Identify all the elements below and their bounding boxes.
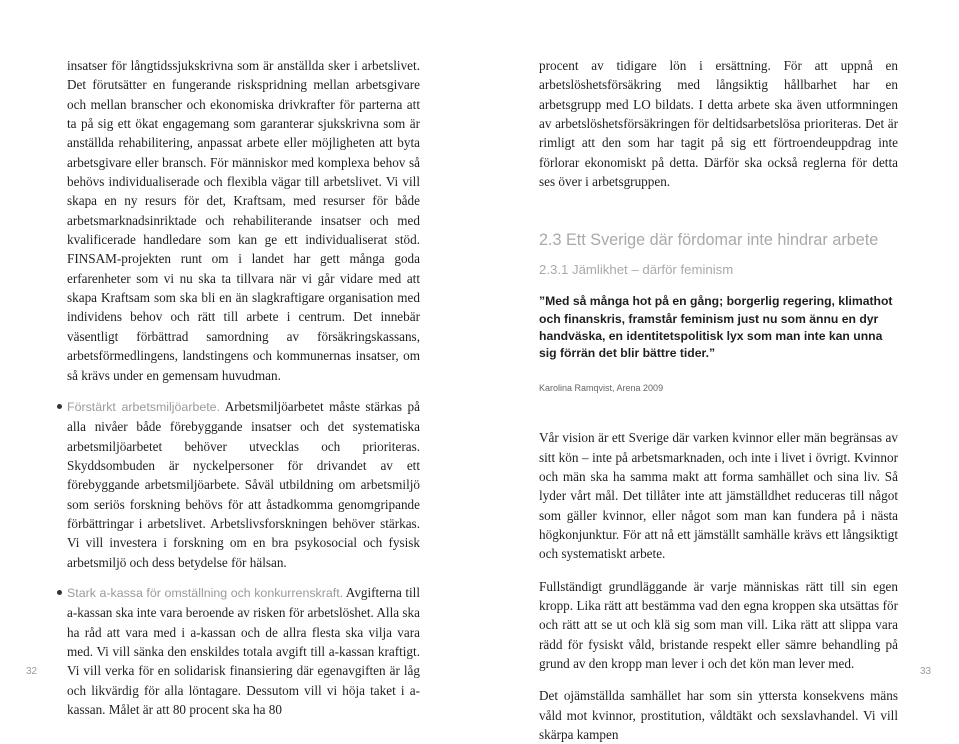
page-number-right: 33 xyxy=(920,666,932,677)
section-heading: 2.3 Ett Sverige där fördomar inte hindrar arbete xyxy=(539,231,879,250)
bullet-item-work-environment xyxy=(67,397,420,572)
right-paragraph-2: Vår vision är ett Sverige där varken kvinnor eller män begränsas av sitt kön – inte på arbetsmarknaden, och inte i livet i övrigt. Kvinnor och män ska ha samma makt att forma samhället och sina liv. Så lyder vårt mål. Det tillåter inte att jämställdhet reduceras till något som gäller kvinnor, eller något som man kan fundera på i nästa högkonjunktur. För att nå ett jämställt samhälle krävs ett långsiktigt och systematiskt arbete. xyxy=(539,430,898,562)
right-paragraph-4: Det ojämställda samhället har som sin yttersta konsekvens mäns våld mot kvinnor, prostitution, våldtäkt och sexslavhandel. Vi vill skärpa kampen xyxy=(539,688,898,743)
bullet-icon xyxy=(57,590,62,595)
right-paragraph-1: procent av tidigare lön i ersättning. För att uppnå en arbetslöshetsförsäkring med långsiktig hållbarhet har en arbetsgrupp med LO bildats. I detta arbete ska även utformningen av arbetslöshetsförsäkringen för deltidsarbetslösa prioriteras. Det är rimligt att den som har tagit på sig ett förtroendeuppdrag inte förlorar ekonomiskt på detta. Därför ska också reglerna för detta ses över i arbetsgruppen. xyxy=(539,58,898,190)
bullet-icon xyxy=(57,404,62,409)
bullet-text: Arbetsmiljöarbetet måste stärkas på alla nivåer både förebyggande insatser och det systematiska arbetsmiljöarbetet behöver utvecklas och prioriteras. Skyddsombuden är nyckelpersoner för drivandet av ett förebyggande arbetsmiljöarbete. Såväl utbildning om arbetsmiljö som seriös forskning behövs för att åstadkomma genomgripande förbättringar i arbetslivet. Arbetslivsforskningen behöver stärkas. Vi vill investera i forskning om en bra psykosocial och fysisk arbetsmiljö och dess betydelse för hälsan. xyxy=(67,398,420,570)
left-paragraph-1: insatser för långtidssjukskrivna som är anställda sker i arbetslivet. Det förutsätter en fungerande riskspridning mellan arbetsgivare och mellan branscher och ekonomiska drivkrafter för parterna att ta på sig ett ökat engagemang som garanterar sjukskrivna som är anställda rehabilitering, anpassat arbete eller möjligheten att byta arbetsgivare eller bransch. För människor med komplexa behov så behövs individualiserade och flexibla vägar till arbetslivet. Vi vill skapa en ny resurs för det, Kraftsam, med resurser för både arbetsmarknadsinriktade och rehabiliterande insatser och med kvalificerade handledare som kan ge ett individualiserat stöd. FINSAM-projekten runt om i landet har gett många goda erfarenheter som vi nu ska ta tillvara när vi går vidare med att skapa Kraftsam som ska bli en än slagkraftigare organisation med individens behov och rätt till arbete i centrum. Det innebär väsentligt förbättrad samordning av försäkringskassans, arbetsförmedlingens, landstingens och kommunernas insatser, om så krävs under en gemensam huvudman. xyxy=(67,58,420,383)
bullet-item-unemployment-fund xyxy=(67,583,420,719)
right-column xyxy=(539,56,898,744)
bullet-lead: Förstärkt arbetsmiljöarbete. xyxy=(67,399,221,414)
page-number-left: 32 xyxy=(26,666,38,677)
bullet-lead: Stark a-kassa för omställning och konkurrenskraft. xyxy=(67,585,344,600)
quote-source: Karolina Ramqvist, Arena 2009 xyxy=(539,383,664,394)
left-column xyxy=(67,56,420,719)
subsection-heading: 2.3.1 Jämlikhet – därför feminism xyxy=(539,262,734,278)
pull-quote: ”Med så många hot på en gång; borgerlig regering, klimathot och finanskris, framstår feminism just nu som ännu en dyr handväska, en identitetspolitisk lyx som man inte kan unna sig förrän det blir bättre tider.” xyxy=(539,294,893,361)
bullet-text: Avgifterna till a-kassan ska inte vara beroende av risken för arbetslöshet. Alla ska ha råd att vara med i a-kassan och de allra flesta ska vilja vara med. Vi vill sänka den enskildes totala avgift till a-kassan kraftigt. Vi vill verka för en solidarisk finansiering där egenavgiften är låg och likvärdig för alla löntagare. Dessutom vill vi höja taket i a-kassan. Målet är att 80 procent ska ha 80 xyxy=(67,584,420,717)
right-paragraph-3: Fullständigt grundläggande är varje människas rätt till sin egen kropp. Lika rätt att bestämma vad den egna kroppen ska utsättas för och rätt att se ut och klä sig som man vill. Lika rätt att slippa vara rädd för fysiskt våld, bristande respekt eller sämre behandling på grund av den kropp man lever i och det kön man lever med. xyxy=(539,578,898,671)
